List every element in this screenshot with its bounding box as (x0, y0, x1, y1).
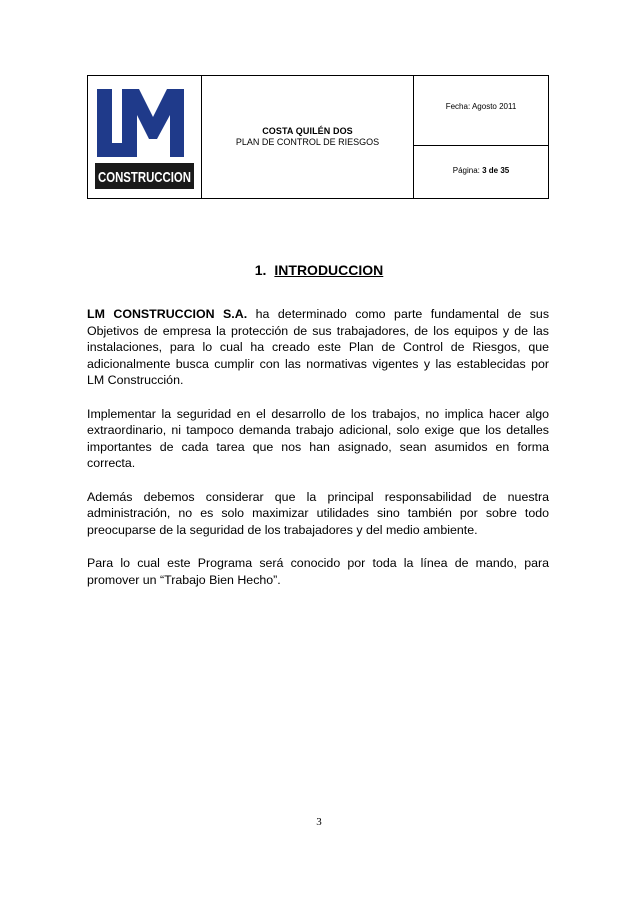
paragraph-1-text: ha determinado como parte fundamental de sus Objetivos de empresa la protección de sus trabajadores, de los equipos y de las instalaciones, para lo cual ha creado este Plan de Control de Riesgos, que adicionalmente busca cumplir con las normativas vigentes y las establecidas por LM Construcción. (87, 307, 550, 388)
body-text (87, 306, 549, 588)
logo-cell (88, 76, 202, 198)
logo-wordmark: CONSTRUCCION (98, 169, 191, 186)
date-label: Fecha: (445, 102, 471, 111)
paragraph-1 (87, 306, 549, 389)
section-heading (0, 262, 638, 278)
section-title: INTRODUCCION (274, 262, 384, 278)
document-header (87, 75, 549, 199)
project-title: COSTA QUILÉN DOS (262, 126, 353, 136)
date-line (414, 102, 548, 111)
page-line (414, 166, 548, 175)
lm-construccion-logo (95, 87, 194, 191)
title-cell (202, 76, 414, 198)
date-value: Agosto 2011 (471, 102, 517, 111)
page-value: 3 de 35 (482, 166, 510, 175)
paragraph-4: Para lo cual este Programa será conocido por toda la línea de mando, para promover un “Trabajo Bien Hecho”. (87, 555, 549, 587)
paragraph-3: Además debemos considerar que la principal responsabilidad de nuestra administración, no es solo maximizar utilidades sino también por sobre todo preocuparse de la seguridad de los trabajadores y del medio ambiente. (87, 489, 549, 537)
document-title: PLAN DE CONTROL DE RIESGOS (235, 137, 380, 147)
section-number: 1. (254, 262, 267, 278)
meta-cell (414, 76, 548, 198)
page-cell (414, 146, 548, 198)
company-name: LM CONSTRUCCION S.A. (87, 307, 248, 321)
paragraph-2: Implementar la seguridad en el desarrollo de los trabajos, no implica hacer algo extraordinario, ni tampoco demanda trabajo adicional, solo exige que los detalles importantes de cada tarea que nos han asignado, sean asumidos en forma correcta. (87, 406, 549, 471)
date-cell (414, 76, 548, 146)
page-label: Página: (452, 166, 480, 175)
footer-page-number: 3 (316, 816, 322, 828)
